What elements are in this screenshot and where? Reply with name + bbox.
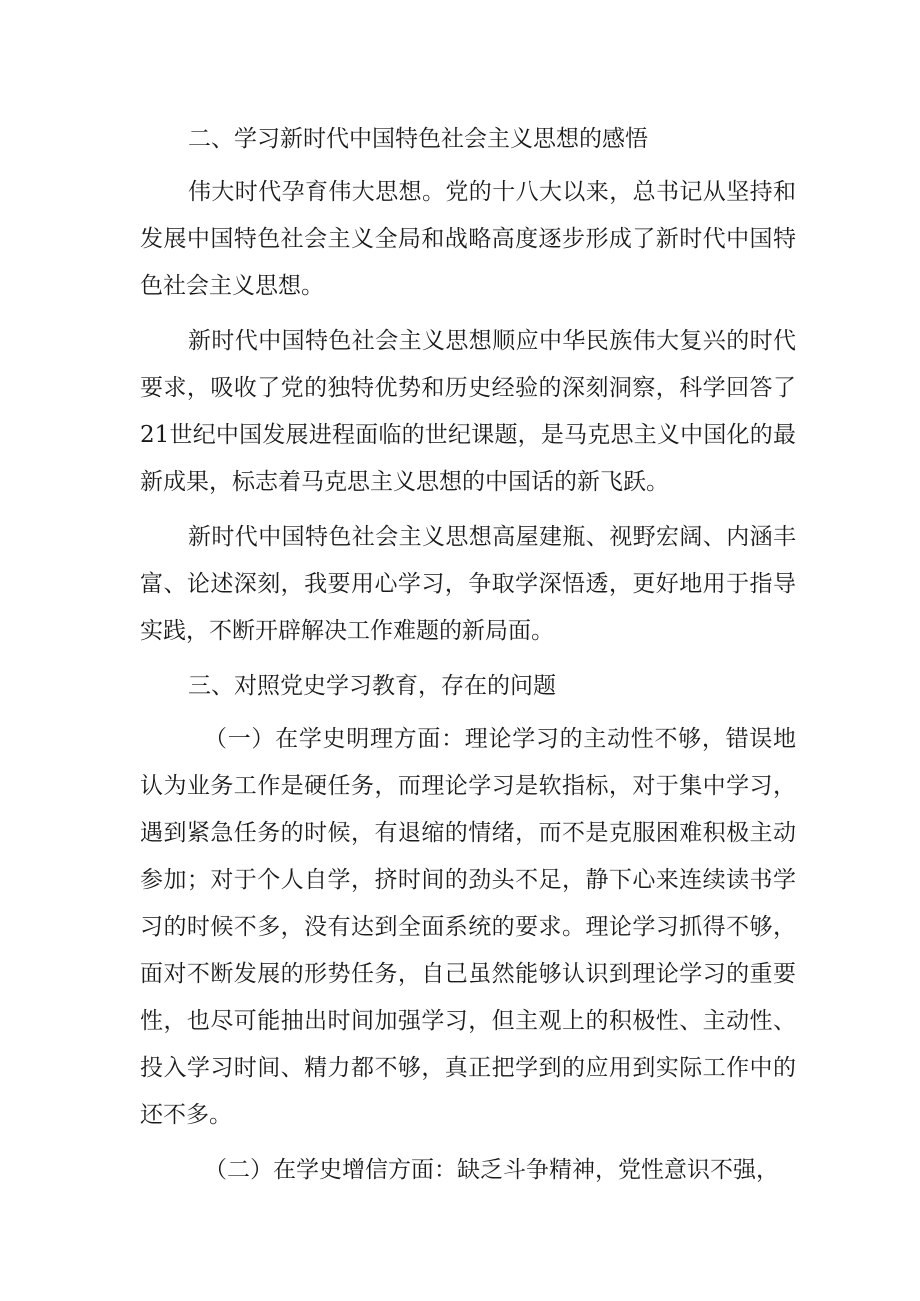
section-3-paragraph-2: （二）在学史增信方面：缺乏斗争精神，党性意识不强，	[204, 1157, 779, 1183]
section-3-paragraph-1: （一）在学史明理方面：理论学习的主动性不够，错误地认为业务工作是硬任务，而理论学习是软指标，对于集中学习，遇到紧急任务的时候，有退缩的情绪，而不是克服困难积极主动参加；对于个人自学，挤时间的劲头不足，静下心来连续读书学习的时候不多，没有达到全面系统的要求。理论学习抓得不够，面对不断发展的形势任务，自己虽然能够认识到理论学习的重要性，也尽可能抽出时间加强学习，但主观上的积极性、主动性、投入学习时间、精力都不够，真正把学到的应用到实际工作中的还不多。	[140, 726, 796, 1128]
section-2-heading: 二、学习新时代中国特色社会主义思想的感悟	[188, 126, 648, 152]
document-body	[140, 116, 796, 1202]
section-2-paragraph-1: 伟大时代孕育伟大思想。党的十八大以来，总书记从坚持和发展中国特色社会主义全局和战略高度逐步形成了新时代中国特色社会主义思想。	[140, 179, 796, 299]
section-2-paragraph-3: 新时代中国特色社会主义思想高屋建瓶、视野宏阔、内涵丰富、论述深刻，我要用心学习，争取学深悟透，更好地用于指导实践，不断开辟解决工作难题的新局面。	[140, 524, 796, 644]
section-3-heading: 三、对照党史学习教育，存在的问题	[188, 673, 556, 699]
section-2-paragraph-2: 新时代中国特色社会主义思想顺应中华民族伟大复兴的时代要求，吸收了党的独特优势和历史经验的深刻洞察，科学回答了21世纪中国发展进程面临的世纪课题，是马克思主义中国化的最新成果，标志着马克思主义思想的中国话的新飞跃。	[140, 328, 796, 495]
